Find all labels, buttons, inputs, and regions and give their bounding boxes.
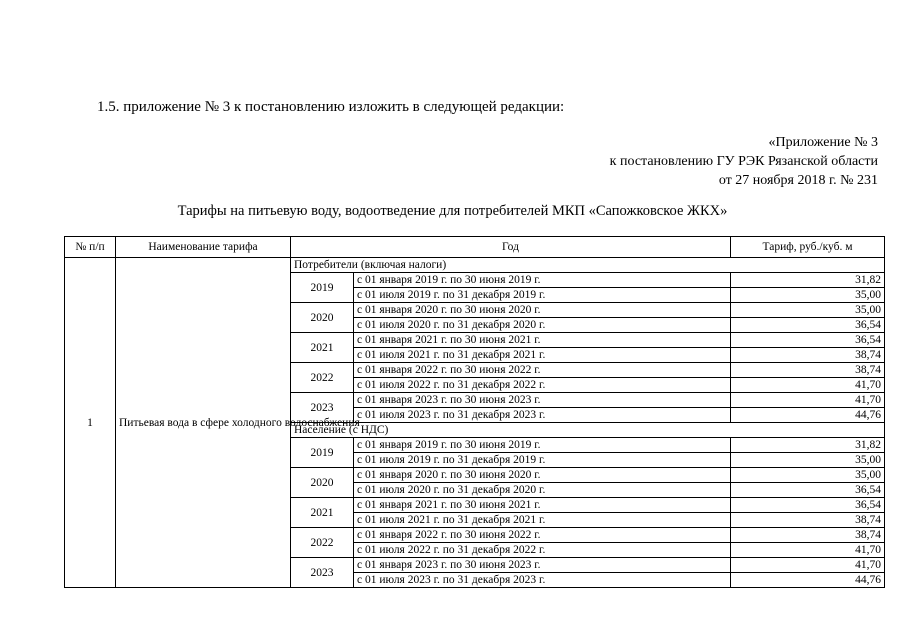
tariff-value: 38,74 [731,363,885,378]
table-header-row [65,237,885,258]
tariff-value: 31,82 [731,273,885,288]
period-cell: с 01 января 2019 г. по 30 июня 2019 г. [354,438,731,453]
tariff-value: 36,54 [731,318,885,333]
tariff-value: 38,74 [731,348,885,363]
appendix-header [610,133,878,190]
period-cell: с 01 июля 2022 г. по 31 декабря 2022 г. [354,378,731,393]
year-cell: 2022 [291,528,354,558]
period-cell: с 01 января 2022 г. по 30 июня 2022 г. [354,528,731,543]
period-cell: с 01 января 2022 г. по 30 июня 2022 г. [354,363,731,378]
tariff-table [64,236,885,588]
row-number: 1 [65,258,116,588]
tariff-value: 41,70 [731,543,885,558]
year-cell: 2020 [291,303,354,333]
tariff-value: 31,82 [731,438,885,453]
tariff-value: 36,54 [731,333,885,348]
period-cell: с 01 июля 2022 г. по 31 декабря 2022 г. [354,543,731,558]
tariff-name: Питьевая вода в сфере холодного водоснабжения [116,258,291,588]
header-year: Год [291,237,731,258]
year-cell: 2020 [291,468,354,498]
appendix-line-3: от 27 ноября 2018 г. № 231 [718,173,878,188]
table-body [65,258,885,588]
tariff-value: 38,74 [731,528,885,543]
tariff-value: 38,74 [731,513,885,528]
period-cell: с 01 января 2020 г. по 30 июня 2020 г. [354,468,731,483]
period-cell: с 01 июля 2020 г. по 31 декабря 2020 г. [354,483,731,498]
year-cell: 2019 [291,273,354,303]
header-tariff: Тариф, руб./куб. м [731,237,885,258]
period-cell: с 01 июля 2021 г. по 31 декабря 2021 г. [354,348,731,363]
period-cell: с 01 января 2021 г. по 30 июня 2021 г. [354,333,731,348]
year-cell: 2022 [291,363,354,393]
tariff-value: 35,00 [731,453,885,468]
tariff-value: 36,54 [731,483,885,498]
tariff-value: 44,76 [731,573,885,588]
tariff-value: 41,70 [731,378,885,393]
period-cell: с 01 июля 2023 г. по 31 декабря 2023 г. [354,573,731,588]
appendix-line-2: к постановлению ГУ РЭК Рязанской области [609,154,878,169]
period-cell: с 01 января 2021 г. по 30 июня 2021 г. [354,498,731,513]
period-cell: с 01 января 2023 г. по 30 июня 2023 г. [354,393,731,408]
header-name: Наименование тарифа [116,237,291,258]
period-cell: с 01 июля 2019 г. по 31 декабря 2019 г. [354,453,731,468]
tariff-value: 44,76 [731,408,885,423]
group-label: Население (с НДС) [291,423,885,438]
tariff-value: 35,00 [731,288,885,303]
period-cell: с 01 июля 2023 г. по 31 декабря 2023 г. [354,408,731,423]
period-cell: с 01 января 2023 г. по 30 июня 2023 г. [354,558,731,573]
tariff-value: 35,00 [731,303,885,318]
appendix-line-1: «Приложение № 3 [768,135,878,150]
year-cell: 2023 [291,393,354,423]
group-label: Потребители (включая налоги) [291,258,885,273]
year-cell: 2019 [291,438,354,468]
document-title: Тарифы на питьевую воду, водоотведение для потребителей МКП «Сапожковское ЖКХ» [177,203,728,219]
tariff-value: 41,70 [731,393,885,408]
year-cell: 2021 [291,333,354,363]
period-cell: с 01 июля 2020 г. по 31 декабря 2020 г. [354,318,731,333]
header-num: № п/п [65,237,116,258]
year-cell: 2021 [291,498,354,528]
tariff-value: 36,54 [731,498,885,513]
year-cell: 2023 [291,558,354,588]
intro-text: 1.5. приложение № 3 к постановлению изложить в следующей редакции: [97,99,565,115]
period-cell: с 01 января 2019 г. по 30 июня 2019 г. [354,273,731,288]
period-cell: с 01 июля 2021 г. по 31 декабря 2021 г. [354,513,731,528]
group-row [65,258,885,273]
tariff-value: 35,00 [731,468,885,483]
period-cell: с 01 июля 2019 г. по 31 декабря 2019 г. [354,288,731,303]
period-cell: с 01 января 2020 г. по 30 июня 2020 г. [354,303,731,318]
tariff-value: 41,70 [731,558,885,573]
